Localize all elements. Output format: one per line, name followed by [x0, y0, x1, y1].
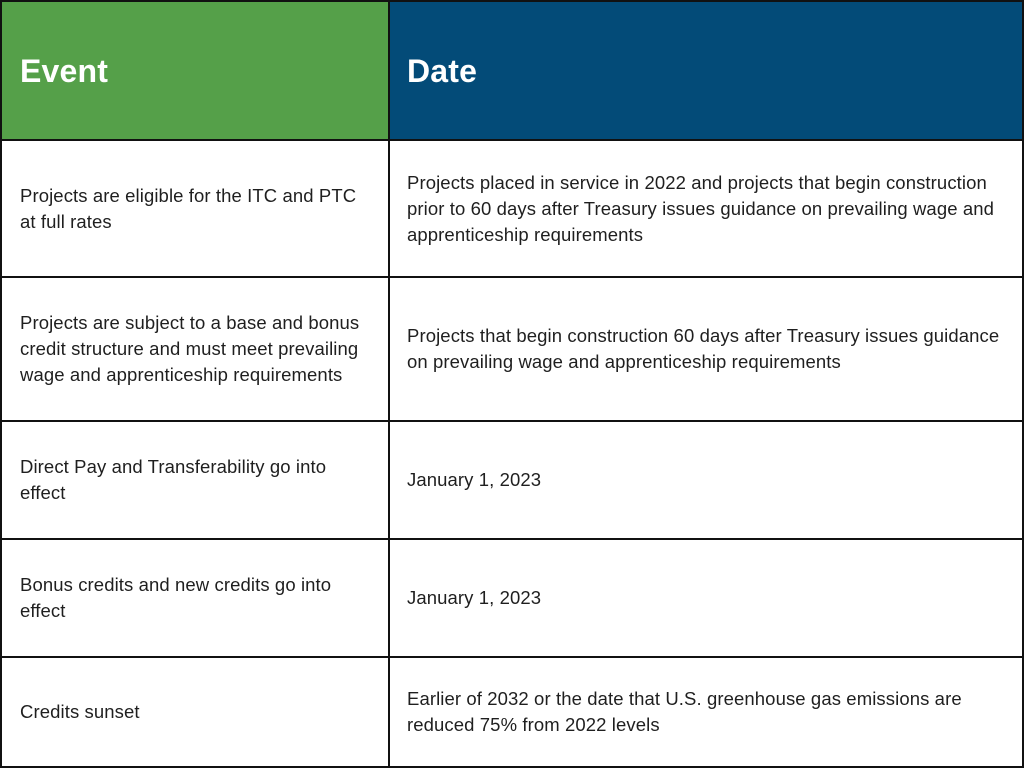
table-row-5-date [390, 658, 1022, 766]
table-row-1-date [390, 141, 1022, 278]
date-text: Earlier of 2032 or the date that U.S. greenhouse gas emissions are reduced 75% from 2022 levels [407, 688, 962, 735]
table-row-4-event [2, 540, 390, 658]
event-text: Projects are subject to a base and bonus credit structure and must meet prevailing wage and apprenticeship requirements [20, 312, 360, 385]
event-text: Credits sunset [20, 701, 140, 722]
date-text: Projects that begin construction 60 days after Treasury issues guidance on prevailing wage and apprenticeship requirements [407, 325, 1000, 372]
table-row-1-event [2, 141, 390, 278]
date-text: January 1, 2023 [407, 587, 542, 608]
event-header-label: Event [20, 52, 109, 89]
date-text: January 1, 2023 [407, 469, 542, 490]
date-column-header [390, 2, 1022, 141]
table-row-2-date [390, 278, 1022, 422]
table-row-3-date [390, 422, 1022, 540]
table-row-4-date [390, 540, 1022, 658]
table-row-5-event [2, 658, 390, 766]
event-text: Bonus credits and new credits go into effect [20, 574, 332, 621]
date-text: Projects placed in service in 2022 and projects that begin construction prior to 60 days after Treasury issues guidance on prevailing wage and apprenticeship requirements [407, 171, 995, 245]
event-text: Direct Pay and Transferability go into effect [20, 456, 327, 503]
event-column-header [2, 2, 390, 141]
event-text: Projects are eligible for the ITC and PTC at full rates [20, 184, 357, 232]
table-row-3-event [2, 422, 390, 540]
date-header-label: Date [407, 52, 478, 89]
table-row-2-event [2, 278, 390, 422]
